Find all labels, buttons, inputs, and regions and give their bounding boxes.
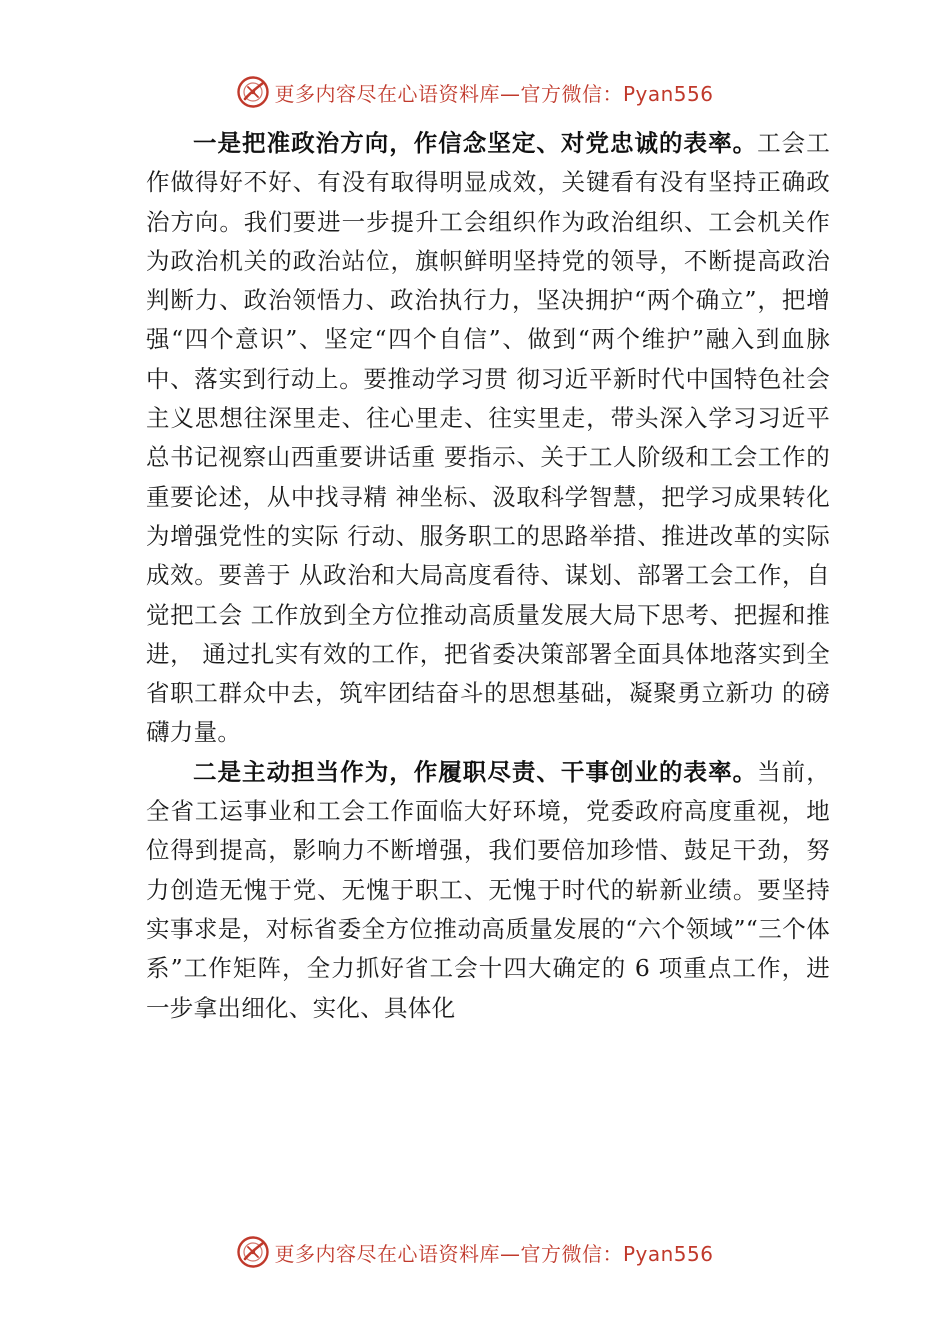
red-circle-logo-icon [236,75,270,109]
paragraph-2-body: 当前，全省工运事业和工会工作面临大好环境，党委政府高度重视，地位得到提高，影响力不断增强，我们要倍加珍惜、鼓足干劲，努力创造无愧于党、无愧于职工、无愧于时代的崭新业绩。要坚持实事求是，对标省委全方位推动高质量发展的“六个领域”“三个体系”工作矩阵，全力抓好省工会十四大确定的 6 项重点工作，进一步拿出细化、实化、具体化 [146,757,830,1022]
paragraph-1-lead: 一是把准政治方向，作信念坚定、对党忠诚的表率。 [193,129,758,157]
footer-watermark-banner [0,1232,950,1272]
paragraph-1 [146,124,830,753]
red-circle-logo-icon [236,1235,270,1269]
watermark-text: 更多内容尽在心语资料库—官方微信：Pyan556 [274,1241,714,1266]
paragraph-2 [146,753,830,1028]
watermark-text: 更多内容尽在心语资料库—官方微信：Pyan556 [274,81,714,106]
paragraph-1-body: 工会工作做得好不好、有没有取得明显成效，关键看有没有坚持正确政治方向。我们要进一步提升工会组织作为政治组织、工会机关作为政治机关的政治站位，旗帜鲜明坚持党的领导，不断提高政治判断力、政治领悟力、政治执行力，坚决拥护“两个确立”，把增强“四个意识”、坚定“四个自信”、做到“两个维护”融入到血脉中、落实到行动上。要推动学习贯 彻习近平新时代中国特色社会主义思想往深里走、往心里走、往实里走，带头深入学习习近平总书记视察山西重要讲话重 要指示、关于工人阶级和工会工作的重要论述，从中找寻精 神坐标、汲取科学智慧，把学习成果转化为增强党性的实际 行动、服务职工的思路举措、推进改革的实际成效。要善于 从政治和大局高度看待、谋划、部署工会工作，自觉把工会 工作放到全方位推动高质量发展大局下思考、把握和推进， 通过扎实有效的工作，把省委决策部署全面具体地落实到全 省职工群众中去，筑牢团结奋斗的思想基础，凝聚勇立新功 的磅礴力量。 [146,129,830,747]
paragraph-2-lead: 二是主动担当作为，作履职尽责、干事创业的表率。 [193,757,758,786]
document-body [146,124,830,1028]
header-watermark-banner [0,72,950,112]
